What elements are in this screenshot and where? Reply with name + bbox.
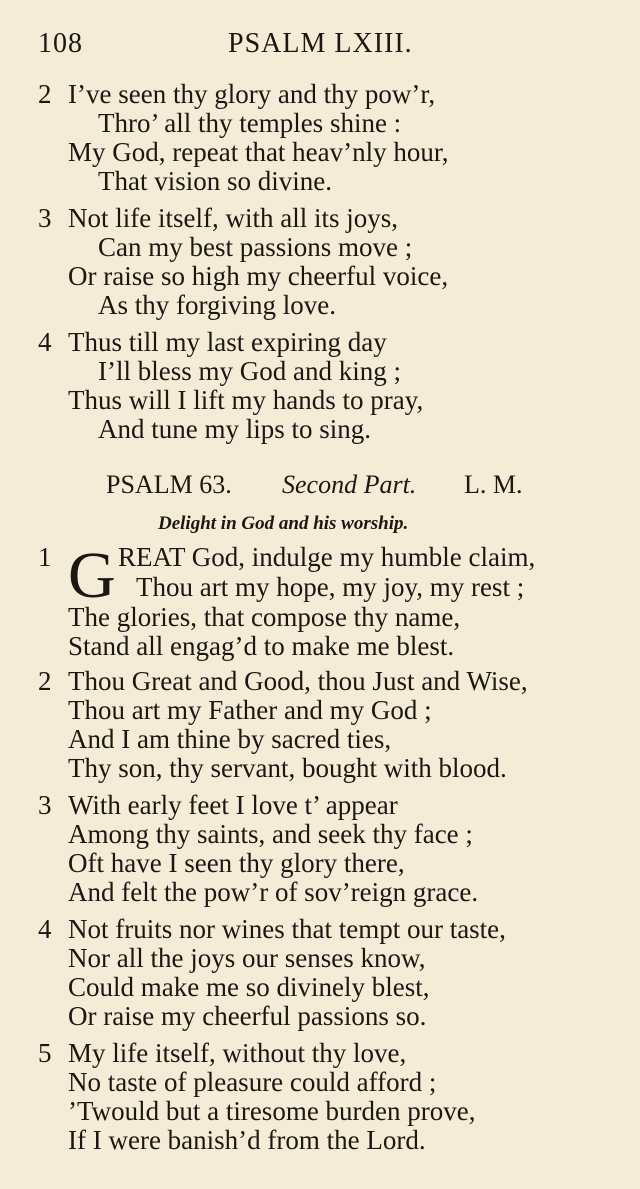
verse-line: Not fruits nor wines that tempt our taste, <box>68 914 506 944</box>
stanza-number: 4 <box>38 327 52 357</box>
verse-line: Thus will I lift my hands to pray, <box>68 385 424 415</box>
verse-line: Among thy saints, and seek thy face ; <box>68 819 473 849</box>
verse-line: Or raise so high my cheerful voice, <box>68 261 449 291</box>
verse-line: Could make me so divinely blest, <box>68 972 430 1002</box>
verse-line: Thro’ all thy temples shine : <box>98 108 402 138</box>
stanza-number: 3 <box>38 790 52 820</box>
verse-line: I’ve seen thy glory and thy pow’r, <box>68 79 436 109</box>
stanza-number: 3 <box>38 203 52 233</box>
verse-line: If I were banish’d from the Lord. <box>68 1125 426 1155</box>
stanza-number: 5 <box>38 1038 52 1068</box>
page-number: 108 <box>38 28 83 59</box>
verse-line: Oft have I seen thy glory there, <box>68 848 405 878</box>
verse-line: My life itself, without thy love, <box>68 1038 407 1068</box>
verse-line: That vision so divine. <box>98 166 332 196</box>
verse-line: The glories, that compose thy name, <box>68 602 461 632</box>
verse-line: Nor all the joys our senses know, <box>68 943 426 973</box>
verse-line: I’ll bless my God and king ; <box>98 356 401 386</box>
verse-line: With early feet I love t’ appear <box>68 790 398 820</box>
meter-label: L. M. <box>464 470 523 499</box>
stanza-number: 1 <box>38 542 52 572</box>
verse-line: No taste of pleasure could afford ; <box>68 1067 437 1097</box>
verse-line: Or raise my cheerful passions so. <box>68 1001 427 1031</box>
verse-line: ’Twould but a tiresome burden prove, <box>68 1096 476 1126</box>
verse-line: Thou Great and Good, thou Just and Wise, <box>68 666 528 696</box>
verse-line: Thus till my last expiring day <box>68 327 387 357</box>
psalm-label: PSALM 63. <box>106 470 232 499</box>
verse-line: And tune my lips to sing. <box>98 414 372 444</box>
verse-line: As thy forgiving love. <box>98 290 336 320</box>
verse-line: Thy son, thy servant, bought with blood. <box>68 753 507 783</box>
stanza-number: 2 <box>38 666 52 696</box>
verse-line: Thou art my Father and my God ; <box>68 695 432 725</box>
section-subtitle: Delight in God and his worship. <box>158 513 409 534</box>
stanza-number: 2 <box>38 79 52 109</box>
section-heading <box>106 470 546 504</box>
verse-line: My God, repeat that heav’nly hour, <box>68 137 449 167</box>
drop-cap: G <box>68 539 116 612</box>
page-title: PSALM LXIII. <box>228 28 413 59</box>
verse-line: Stand all engag’d to make me blest. <box>68 631 455 661</box>
verse-line: Thou art my hope, my joy, my rest ; <box>136 572 525 602</box>
running-header <box>38 28 598 64</box>
stanza-number: 4 <box>38 914 52 944</box>
verse-line: Can my best passions move ; <box>98 232 413 262</box>
verse-line: REAT God, indulge my humble claim, <box>118 542 536 572</box>
verse-line: And felt the pow’r of sov’reign grace. <box>68 877 479 907</box>
part-label: Second Part. <box>282 470 417 499</box>
verse-line: Not life itself, with all its joys, <box>68 203 398 233</box>
verse-line: And I am thine by sacred ties, <box>68 724 392 754</box>
